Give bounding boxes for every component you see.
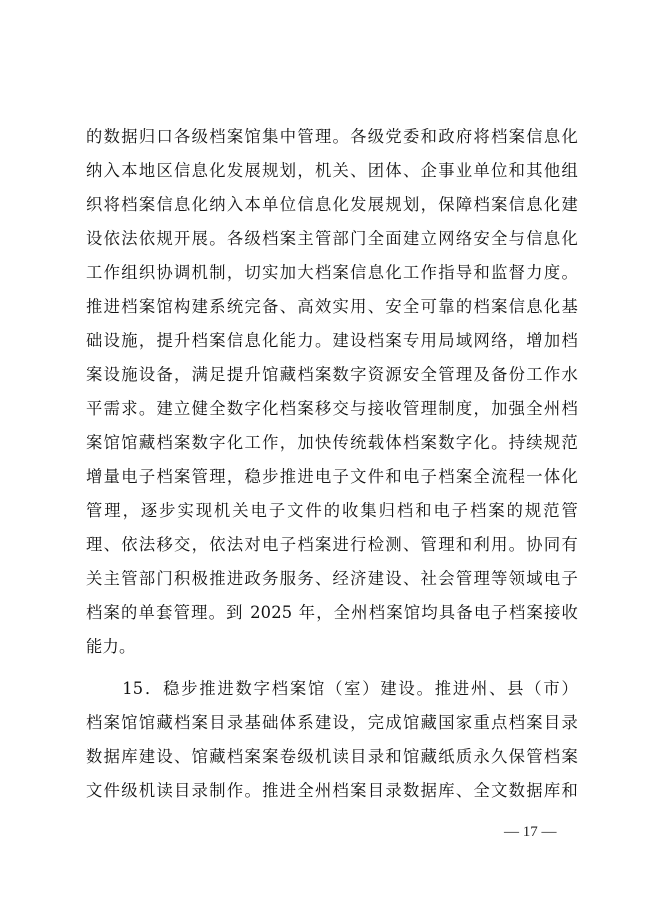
text-line: 文件级机读目录制作。推进全州档案目录数据库、全文数据库和 <box>86 781 578 800</box>
text-line: 档案的单套管理。到 2025 年，全州档案馆均具备电子档案接收 <box>86 603 578 622</box>
text-line: 设依法依规开展。各级档案主管部门全面建立网络安全与信息化 <box>86 229 578 248</box>
text-line: 案馆馆藏档案数字化工作，加快传统载体档案数字化。持续规范 <box>86 433 578 452</box>
paragraph-1 <box>86 120 578 664</box>
text-line: 纳入本地区信息化发展规划，机关、团体、企事业单位和其他组 <box>86 161 578 180</box>
text-line: 理、依法移交，依法对电子档案进行检测、管理和利用。协同有 <box>86 535 578 554</box>
page-number: — 17 — <box>504 824 557 840</box>
text-line: 管理，逐步实现机关电子文件的收集归档和电子档案的规范管 <box>86 501 578 520</box>
text-line: 平需求。建立健全数字化档案移交与接收管理制度，加强全州档 <box>86 399 578 418</box>
text-line: 工作组织协调机制，切实加大档案信息化工作指导和监督力度。 <box>86 263 578 282</box>
body-text <box>86 120 578 808</box>
paragraph-2 <box>86 672 578 808</box>
text-line: 础设施，提升档案信息化能力。建设档案专用局域网络，增加档 <box>86 331 578 350</box>
text-line: 档案馆馆藏档案目录基础体系建设，完成馆藏国家重点档案目录 <box>86 713 578 732</box>
text-line: 织将档案信息化纳入本单位信息化发展规划，保障档案信息化建 <box>86 195 578 214</box>
text-line: 增量电子档案管理，稳步推进电子文件和电子档案全流程一体化 <box>86 467 578 486</box>
paragraph-spacer <box>86 664 578 672</box>
text-line: 关主管部门积极推进政务服务、经济建设、社会管理等领域电子 <box>86 569 578 588</box>
text-line: 的数据归口各级档案馆集中管理。各级党委和政府将档案信息化 <box>86 127 578 146</box>
text-line: 能力。 <box>86 637 136 656</box>
text-line: 数据库建设、馆藏档案案卷级机读目录和馆藏纸质永久保管档案 <box>86 747 578 766</box>
text-line: 案设施设备，满足提升馆藏档案数字资源安全管理及备份工作水 <box>86 365 578 384</box>
text-line: 15．稳步推进数字档案馆（室）建设。推进州、县（市） <box>86 679 578 698</box>
text-line: 推进档案馆构建系统完备、高效实用、安全可靠的档案信息化基 <box>86 297 578 316</box>
